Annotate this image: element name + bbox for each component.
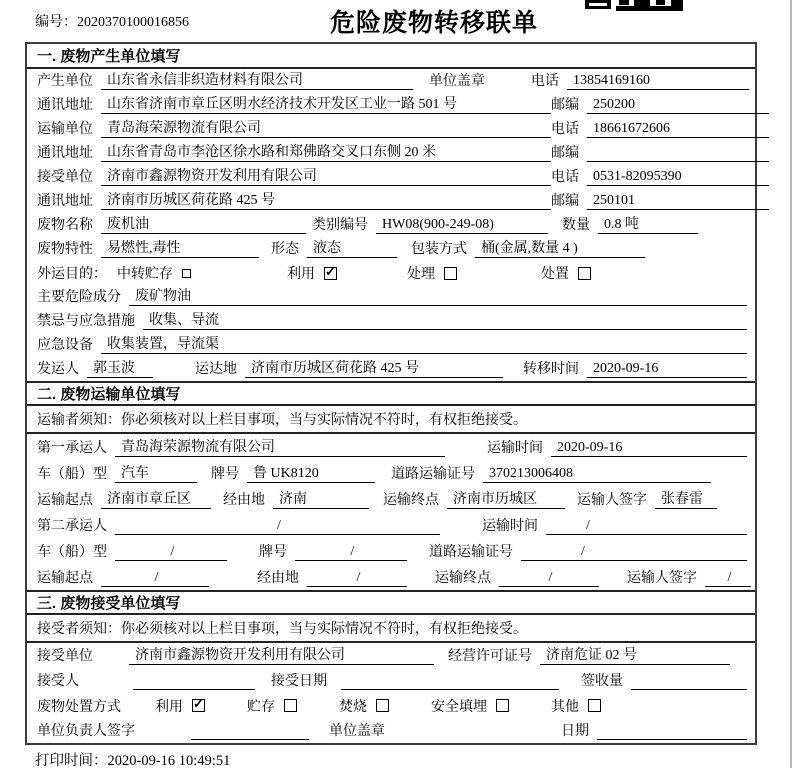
disposal-option-label: 利用 bbox=[155, 699, 183, 715]
transport-unit-value: 青岛海荣源物流有限公司 bbox=[101, 117, 551, 138]
row-acceptor bbox=[27, 668, 755, 693]
plate1-label: 牌号 bbox=[211, 467, 239, 482]
transport-time2-value: / bbox=[546, 518, 747, 535]
doc-number-value: 2020370100016856 bbox=[77, 15, 189, 30]
road-permit2-value: / bbox=[521, 544, 747, 561]
row-responsible-signature bbox=[27, 718, 755, 743]
dispose-checkbox bbox=[578, 267, 591, 280]
route1-via-value: 济南 bbox=[273, 488, 369, 509]
row-disposal-method bbox=[27, 693, 755, 718]
plate2-label: 牌号 bbox=[259, 545, 287, 560]
print-time-value: 2020-09-16 10:49:51 bbox=[107, 753, 231, 768]
transport-postcode-label: 邮编 bbox=[551, 146, 579, 161]
receiver-address-value: 济南市历城区荷花路 425 号 bbox=[101, 189, 551, 210]
row-emergency-measures bbox=[27, 309, 755, 333]
generator-postcode-label: 邮编 bbox=[551, 98, 579, 113]
disposal-landfill-checkbox bbox=[496, 699, 509, 712]
section3-header: 三. 废物接受单位填写 bbox=[27, 590, 755, 615]
row-transport-unit bbox=[27, 117, 755, 141]
row-generator-unit bbox=[27, 69, 755, 93]
route1-start-value: 济南市章丘区 bbox=[101, 488, 211, 509]
receiver-notice: 接受者须知：你必须核对以上栏目事项，当与实际情况不符时，有权拒绝接受。 bbox=[27, 615, 755, 643]
disposal-option-label: 安全填埋 bbox=[431, 699, 487, 715]
plate2-value: / bbox=[295, 544, 407, 561]
receiver-phone-label: 电话 bbox=[551, 170, 579, 185]
utilize-checkbox bbox=[324, 267, 337, 280]
disposal-option-other bbox=[551, 696, 601, 716]
second-carrier-value: / bbox=[115, 518, 440, 535]
packaging-value: 桶(金属,数量 4 ) bbox=[475, 237, 645, 258]
waste-qty-label: 数量 bbox=[562, 218, 590, 233]
receiver-phone-value: 0531-82095390 bbox=[587, 169, 769, 186]
section1-header: 一. 废物产生单位填写 bbox=[27, 44, 755, 69]
route2-end-value: / bbox=[499, 570, 599, 587]
generator-unit-label: 产生单位 bbox=[37, 74, 93, 89]
unit-stamp-label: 单位盖章 bbox=[429, 74, 485, 89]
transfer-time-label: 转移时间 bbox=[523, 362, 579, 377]
generator-unit-value: 山东省永信非织造材料有限公司 bbox=[101, 69, 413, 90]
purpose-option-treat bbox=[407, 263, 457, 283]
receiver-unit-label: 接受单位 bbox=[37, 170, 93, 185]
destination-value: 济南市历城区荷花路 425 号 bbox=[245, 357, 503, 378]
transport-address-label: 通讯地址 bbox=[37, 146, 93, 161]
doc-number-label: 编号： bbox=[35, 15, 77, 30]
purpose-option-utilize bbox=[287, 263, 337, 283]
received-qty-value bbox=[631, 689, 747, 690]
waste-name-label: 废物名称 bbox=[37, 218, 93, 233]
license-label: 经营许可证号 bbox=[448, 649, 532, 664]
responsible-signature-value bbox=[191, 739, 309, 740]
responsible-signature-label: 单位负责人签字 bbox=[37, 724, 135, 739]
treat-checkbox bbox=[444, 267, 457, 280]
route1-sign-label: 运输人签字 bbox=[577, 493, 647, 508]
row-waste-properties bbox=[27, 237, 755, 261]
purpose-option-label: 处理 bbox=[407, 267, 435, 282]
route2-start-label: 运输起点 bbox=[37, 571, 93, 586]
row-emergency-equipment bbox=[27, 333, 755, 357]
disposal-option-store bbox=[247, 696, 297, 716]
road-permit1-value: 370213006408 bbox=[483, 466, 711, 483]
acceptor-label: 接受人 bbox=[37, 674, 79, 689]
row-hazard-components bbox=[27, 285, 755, 309]
generator-postcode-value: 250200 bbox=[587, 97, 769, 114]
disposal-option-label: 其他 bbox=[551, 699, 579, 715]
route1-start-label: 运输起点 bbox=[37, 493, 93, 508]
disposal-store-checkbox bbox=[284, 699, 297, 712]
generator-address-value: 山东省济南市章丘区明水经济技术开发区工业一路 501 号 bbox=[101, 93, 551, 114]
purpose-option-label: 利用 bbox=[287, 267, 315, 282]
emergency-measures-value: 收集、导流 bbox=[143, 309, 747, 330]
purpose-option-label: 中转贮存 bbox=[117, 267, 173, 282]
transfer-time-value: 2020-09-16 bbox=[587, 361, 747, 378]
row-second-carrier bbox=[27, 512, 755, 538]
row-generator-address bbox=[27, 93, 755, 117]
destination-label: 运达地 bbox=[195, 362, 237, 377]
road-permit1-label: 道路运输证号 bbox=[391, 467, 475, 482]
page-edge-line bbox=[790, 0, 792, 768]
disposal-option-label: 贮存 bbox=[247, 699, 275, 715]
row-shipper bbox=[27, 357, 755, 381]
receiver-postcode-label: 邮编 bbox=[551, 194, 579, 209]
print-time-label: 打印时间： bbox=[35, 753, 108, 768]
disposal-option-label: 焚烧 bbox=[339, 699, 367, 715]
route1-via-label: 经由地 bbox=[223, 493, 265, 508]
disposal-other-checkbox bbox=[588, 699, 601, 712]
waste-category-label: 类别编号 bbox=[312, 218, 368, 233]
waste-category-value: HW08(900-249-08) bbox=[376, 217, 548, 234]
packaging-label: 包装方式 bbox=[411, 242, 467, 257]
doc-number-line bbox=[35, 11, 189, 31]
accept-date-value bbox=[341, 689, 559, 690]
emergency-equipment-label: 应急设备 bbox=[37, 338, 93, 353]
route2-via-value: / bbox=[307, 570, 407, 587]
plate1-value: 鲁 UK8120 bbox=[247, 462, 375, 483]
transfer-purpose-label: 外运目的： bbox=[37, 267, 107, 282]
road-permit2-label: 道路运输证号 bbox=[429, 545, 513, 560]
emergency-equipment-value: 收集装置，导流渠 bbox=[101, 333, 747, 354]
hazard-components-label: 主要危险成分 bbox=[37, 290, 121, 305]
receiver-unit-value: 济南市鑫源物资开发利用有限公司 bbox=[101, 165, 551, 186]
accept-unit-label: 接受单位 bbox=[37, 649, 93, 664]
waste-form-value: 液态 bbox=[307, 237, 397, 258]
transfer-storage-checkbox bbox=[182, 269, 191, 278]
route2-start-value: / bbox=[101, 570, 209, 587]
qr-code-fragment-icon bbox=[585, 0, 687, 11]
receiver-postcode-value: 250101 bbox=[587, 193, 769, 210]
transport-postcode-value bbox=[587, 161, 769, 162]
route2-sign-value: / bbox=[705, 570, 751, 587]
transport-address-value: 山东省青岛市李沧区徐水路和郑佛路交叉口东侧 20 米 bbox=[101, 141, 551, 162]
row-transport-address bbox=[27, 141, 755, 165]
waste-name-value: 废机油 bbox=[101, 213, 306, 234]
waste-qty-value: 0.8 吨 bbox=[598, 213, 698, 234]
disposal-option-utilize bbox=[155, 696, 205, 716]
row-route-2 bbox=[27, 564, 755, 590]
route1-end-value: 济南市历城区 bbox=[447, 488, 565, 509]
manifest-table bbox=[25, 42, 757, 745]
purpose-option-transfer-storage bbox=[117, 263, 191, 283]
vehicle2-type-value: / bbox=[115, 544, 227, 561]
page-title: 危险废物转移联单 bbox=[330, 9, 539, 37]
route1-end-label: 运输终点 bbox=[383, 493, 439, 508]
disposal-option-incinerate bbox=[339, 696, 389, 716]
shipper-value: 郭玉波 bbox=[87, 357, 153, 378]
second-carrier-label: 第二承运人 bbox=[37, 519, 107, 534]
acceptor-value bbox=[133, 689, 255, 690]
receiver-address-label: 通讯地址 bbox=[37, 194, 93, 209]
first-carrier-label: 第一承运人 bbox=[37, 441, 107, 456]
row-waste-name bbox=[27, 213, 755, 237]
purpose-option-dispose bbox=[541, 263, 591, 283]
row-transfer-purpose bbox=[27, 261, 755, 285]
vehicle1-type-value: 汽车 bbox=[115, 462, 197, 483]
route2-via-label: 经由地 bbox=[257, 571, 299, 586]
generator-phone-label: 电话 bbox=[531, 74, 559, 89]
disposal-method-label: 废物处置方式 bbox=[37, 699, 121, 715]
transport-phone-label: 电话 bbox=[551, 122, 579, 137]
shipper-label: 发运人 bbox=[37, 362, 79, 377]
transport-time1-label: 运输时间 bbox=[487, 441, 543, 456]
transport-unit-label: 运输单位 bbox=[37, 122, 93, 137]
accept-unit-value: 济南市鑫源物资开发利用有限公司 bbox=[129, 644, 434, 665]
disposal-utilize-checkbox bbox=[192, 699, 205, 712]
route1-sign-value: 张春雷 bbox=[655, 488, 717, 509]
transporter-notice: 运输者须知：你必须核对以上栏目事项，当与实际情况不符时，有权拒绝接受。 bbox=[27, 406, 755, 434]
route2-sign-label: 运输人签字 bbox=[627, 571, 697, 586]
row-receiver-address bbox=[27, 189, 755, 213]
license-value: 济南危证 02 号 bbox=[540, 644, 730, 665]
transport-time2-label: 运输时间 bbox=[482, 519, 538, 534]
disposal-option-landfill bbox=[431, 696, 509, 716]
first-carrier-value: 青岛海荣源物流有限公司 bbox=[115, 436, 445, 457]
vehicle2-type-label: 车（船）型 bbox=[37, 545, 107, 560]
generator-phone-value: 13854169160 bbox=[567, 73, 749, 90]
sign-date-value bbox=[597, 739, 747, 740]
generator-address-label: 通讯地址 bbox=[37, 98, 93, 113]
received-qty-label: 签收量 bbox=[581, 674, 623, 689]
unit-stamp2-label: 单位盖章 bbox=[329, 724, 385, 739]
hazard-components-value: 废矿物油 bbox=[129, 285, 747, 306]
route2-end-label: 运输终点 bbox=[435, 571, 491, 586]
waste-properties-label: 废物特性 bbox=[37, 242, 93, 257]
waste-form-label: 形态 bbox=[271, 242, 299, 257]
accept-date-label: 接受日期 bbox=[271, 674, 327, 689]
row-vehicle-2 bbox=[27, 538, 755, 564]
emergency-measures-label: 禁忌与应急措施 bbox=[37, 314, 135, 329]
purpose-option-label: 处置 bbox=[541, 267, 569, 282]
vehicle1-type-label: 车（船）型 bbox=[37, 467, 107, 482]
disposal-incinerate-checkbox bbox=[376, 699, 389, 712]
row-accept-unit bbox=[27, 643, 755, 668]
row-route-1 bbox=[27, 486, 755, 512]
row-vehicle-1 bbox=[27, 460, 755, 486]
transport-phone-value: 18661672606 bbox=[587, 121, 769, 138]
row-first-carrier bbox=[27, 434, 755, 460]
section2-header: 二. 废物运输单位填写 bbox=[27, 381, 755, 406]
waste-properties-value: 易燃性,毒性 bbox=[101, 237, 259, 258]
transport-time1-value: 2020-09-16 bbox=[551, 440, 747, 457]
row-receiver-unit bbox=[27, 165, 755, 189]
print-time-line bbox=[35, 749, 230, 768]
sign-date-label: 日期 bbox=[561, 724, 589, 739]
